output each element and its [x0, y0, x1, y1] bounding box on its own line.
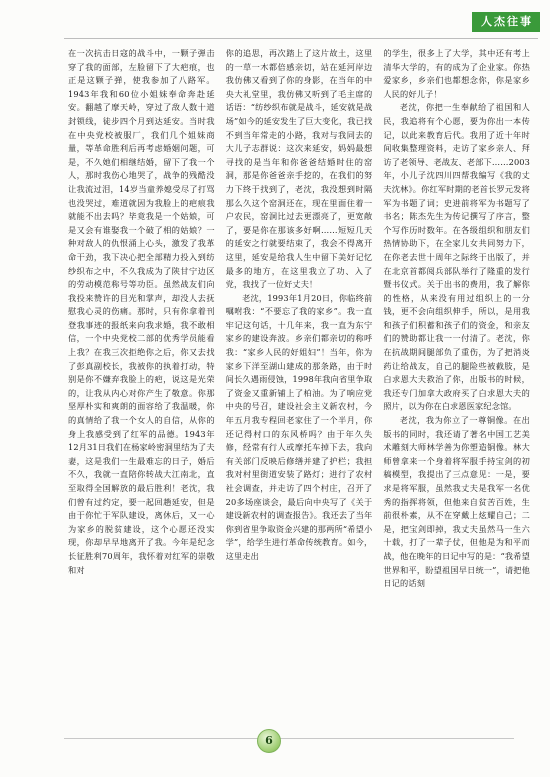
section-label: 人杰往事: [472, 12, 540, 32]
paragraph: 你的追思，再次踏上了这片故土，这里的一草一木都倍感亲切，站在延河岸边我仿佛又看到了你的身影，在当年的中央大礼堂里，我仿佛又听到了毛主席的话语：“纺纱织布就是战斗，延安就是战场”如今的延安发生了巨大变化，我已找不到当年常走的小路，我对与我同去的大儿子志群说：这次来延安，妈妈最想寻找的是当年和你爸爸结婚时住的窑洞，那是你爸爸亲手挖的，在我们的努力下终于找到了，老沈，我没想到时隔那么久这个窑洞还在，现在里面住着一户农民，窑洞比过去更漂亮了，更宽敞了，要是你在那该多好啊……短短几天的延安之行就要结束了，我会不得离开这里，延安是给我人生中留下美好记忆最多的地方，在这里我立了功、入了党，我找了一位好丈夫！: [225, 48, 373, 290]
column-2: [226, 47, 373, 725]
article-body: [68, 47, 530, 725]
paragraph: 老沈，我为你立了一尊铜像。在出版书的同时，我还请了著名中国工艺美术雕刻大师林学善为你塑造铜像。林大师曾拿来一个身着将军服手持宝剑的初稿模型，我提出了三点意见：一是，要求是将军服，虽然我丈夫是我军一名优秀的指挥将领，但他来自贫苦百姓，生前很朴素，从不在穿戴上炫耀自己；二是，把宝剑即掉，我丈夫虽然马一生六十载，打了一辈子仗，但他是为和平而战，他在晚年的日记中写的是：“我希望世界和平，盼望祖国早日统一”，请把他日记的话刻: [383, 415, 531, 589]
paragraph: 在一次抗击日寇的战斗中，一颗子弹击穿了我的面部，左脸留下了大疤痕，也正是这颗子弹，使我参加了八路军。1943年我和60位小姐妹奉命奔赴延安。翻越了摩天岭，穿过了敌人数十道封锁线，徒步四个月到达延安。当时我在中央党校被服厂，我们几个姐妹商量，等革命胜利后再考虑婚姻问题，可是，不久她们相继结婚，留下了我一个人，那时我伤心地哭了，战争的残酷没让我流过泪，14岁当童养媳受尽了打骂也没哭过，难道就因为我脸上的疤痕我就能不出去吗？毕竟我是一个姑娘，可是又会有谁娶我一个破了相的姑娘？一种对敌人的仇恨涌上心头，激发了我革命干劲，我下决心把全部精力投入到纺纱织布之中，不久我成为了陕甘宁边区的劳动模范称号等功臣。虽然战友们向我投来赞许的目光和掌声，却没人去抚慰我心灵的伤痛。那时，只有你拿着刊登我事迹的报纸来向我求婚，我不敢相信，一个中央党校二部的优秀学员能看上我？在我三次拒绝你之后，你又去找了彭真副校长，我被你的执着打动，特别是你不嫌弃我脸上的疤，说这是光荣的，让我从内心对你产生了敬意。你那坚厚朴实和爽朗的面容给了我温暖，你的真情给了我一个女人的自信，从你的身上我感受到了红军的品德。1943年12月31日我们在杨家岭密洞里结为了夫妻，这是我们一生最难忘的日子，婚后不久，我就一直陪你转战大江南北，直至取得全国解放的最后胜利！老沈，我们曾有过约定，要一起回趟延安，但是由于你忙于军队建设，离休后，又一心为家乡的脱贫建设，这个心愿还没实现，你却早早地离开了我。今年是纪念长征胜利70周年，我怀着对红军的崇敬和对: [68, 48, 215, 575]
footer-divider: [64, 738, 514, 739]
column-1: [68, 47, 215, 725]
paragraph: 老沈，1993年1月20日，你临终前嘱咐我：“不要忘了我的家乡”。我一直牢记这句话，十几年来，我一直为东宁家乡的建设奔波。乡亲们都亲切的称呼我：“家乡人民的好姐妇”！当年，你为家乡下洋至湖山建成的那条路，由于时间长久遇雨侵蚀，1998年我向省里争取了资金又重新铺上了柏油。为了响应党中央的号召，建设社会主义新农村，今年五月我专程回老家住了一个半月，你还记得村口的东风桥吗？由于年久失修，经常有行人或摩托车掉下去，我向有关部门反映后修缮并建了护栏；我担我对村里街道安装了路灯；进行了农村社会调查，并走访了四个村庄，召开了20多场座谈会，最后向中央写了《关于建设新农村的调查报告》。我还去了当年你到省里争取资金兴建的那两所“希望小学”，给学生进行革命传统教育。如今，这里走出: [225, 292, 373, 561]
column-3: [383, 47, 530, 725]
header-divider: [64, 38, 538, 39]
paragraph: 的学生，很多上了大学，其中还有考上清华大学的，有的成为了企业家。你热爱家乡，乡亲们也都想念你，你是家乡人民的好儿子！: [383, 48, 531, 99]
page-number: 6: [257, 729, 281, 753]
paragraph: 老沈，你把一生奉献给了祖国和人民，我追将有个心愿，要为你出一本传记，以此来教育后代。我用了近十年时间收集整理资料，走访了家乡亲人、拜访了老领导、老战友、老部下……2003年，小儿子沈四川四帮我编写《我的丈夫沈林》。你红军时期的老首长罗元发将军为书题了词；史进前将军为书题写了书名；陈杰先生为传记撰写了序言，整个写作历时数年。在各级组织和朋友们热情协助下，在全家儿女共同努力下，在你老去世十周年之际终于出版了，并在北京首都阅兵部队举行了隆重的发行暨书仪式。关于出书的费用，我了解你的性格，从来没有用过组织上的一分钱，更不会向组织伸手，所以，是用我和孩子们积蓄和孩子们的资金，和亲友们的赞助都让我一一付清了。老沈，你在抗战期间腿部负了重伤，为了把消炎药让给战友，自己的腿险些被截肢，是白求恩大夫救治了你，出版书的时候，我还专门加拿大政府买了白求恩大夫的照片，以为你在白求恩医家纪念馆。: [383, 102, 531, 412]
